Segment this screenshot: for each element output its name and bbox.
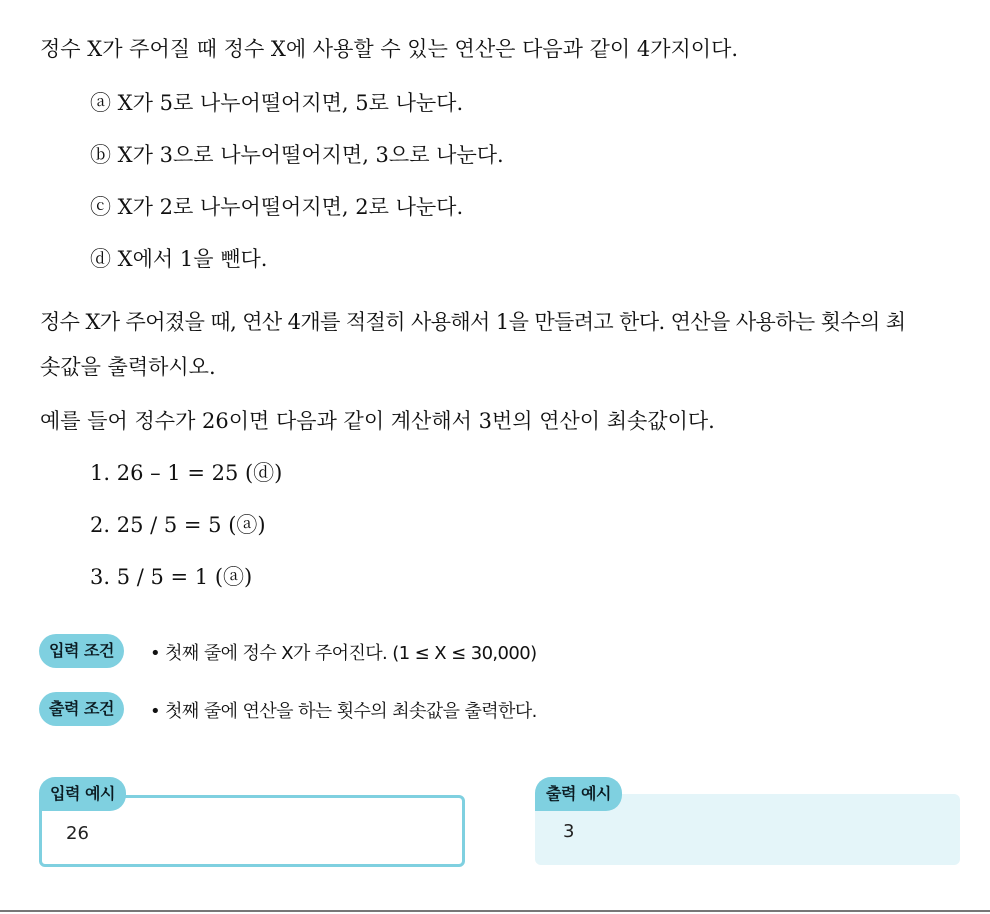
task-description-line2: 솟값을 출력하시오.	[40, 355, 216, 379]
input-condition-badge: 입력 조건	[39, 634, 124, 668]
output-example-label: 출력 예시	[535, 777, 622, 811]
input-example-value: 26	[66, 823, 89, 844]
operation-d: ⓓ X에서 1을 뺀다.	[90, 247, 268, 271]
example-step-1: 1. 26 – 1 = 25 (ⓓ)	[90, 461, 283, 485]
output-condition-badge: 출력 조건	[39, 692, 124, 726]
bottom-divider	[0, 910, 990, 912]
input-example-label: 입력 예시	[39, 777, 126, 811]
operation-b: ⓑ X가 3으로 나누어떨어지면, 3으로 나눈다.	[90, 143, 504, 167]
example-step-3: 3. 5 / 5 = 1 (ⓐ)	[90, 565, 253, 589]
output-example-value: 3	[563, 821, 575, 842]
example-intro: 예를 들어 정수가 26이면 다음과 같이 계산해서 3번의 연산이 최솟값이다.	[40, 409, 715, 433]
operation-a: ⓐ X가 5로 나누어떨어지면, 5로 나눈다.	[90, 91, 464, 115]
output-condition-text: • 첫째 줄에 연산을 하는 횟수의 최솟값을 출력한다.	[150, 701, 537, 722]
problem-intro: 정수 X가 주어질 때 정수 X에 사용할 수 있는 연산은 다음과 같이 4가지이다.	[40, 37, 739, 61]
input-condition-text: • 첫째 줄에 정수 X가 주어진다. (1 ≤ X ≤ 30,000)	[150, 643, 537, 664]
operation-c: ⓒ X가 2로 나누어떨어지면, 2로 나눈다.	[90, 195, 464, 219]
task-description-line1: 정수 X가 주어졌을 때, 연산 4개를 적절히 사용해서 1을 만들려고 한다. 연산을 사용하는 횟수의 최	[40, 310, 906, 334]
example-step-2: 2. 25 / 5 = 5 (ⓐ)	[90, 513, 266, 537]
